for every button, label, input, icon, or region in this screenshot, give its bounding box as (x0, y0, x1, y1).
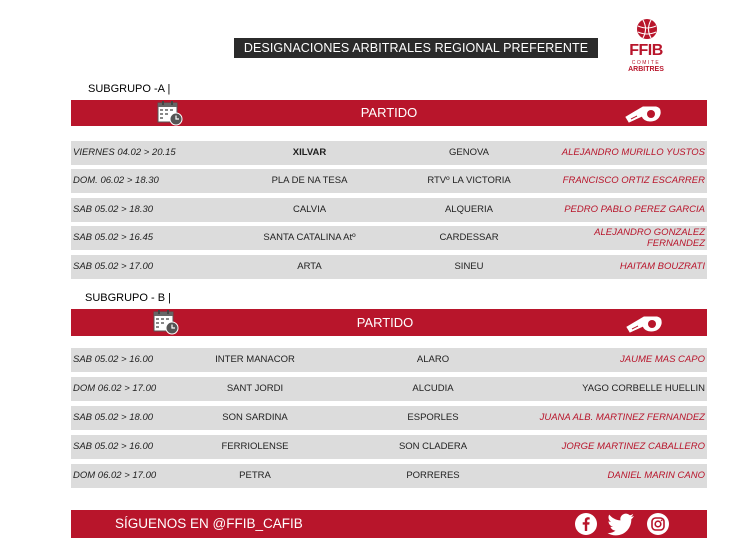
away-team: ALCUDIA (412, 383, 454, 394)
match-row (71, 141, 707, 165)
follow-text: SÍGUENOS EN @FFIB_CAFIB (115, 516, 303, 531)
home-team: PLA DE NA TESA (271, 175, 348, 186)
facebook-icon[interactable] (574, 512, 598, 536)
match-date: DOM. 06.02 > 18.30 (73, 175, 159, 186)
referee-name: FRANCISCO ORTIZ ESCARRER (562, 175, 705, 186)
instagram-icon[interactable] (646, 512, 670, 536)
whistle-icon (623, 101, 663, 125)
match-date: SAB 05.02 > 18.30 (73, 204, 154, 215)
away-team: ESPORLES (407, 412, 459, 423)
referee-name-line2: FERNANDEZ (646, 238, 705, 249)
subgroup-a-label: SUBGRUPO -A | (88, 83, 171, 95)
away-team: ALQUERIA (444, 204, 494, 215)
logo-line1: COMITE (631, 60, 661, 66)
home-team: PETRA (239, 470, 271, 481)
away-team: PORRERES (406, 470, 460, 481)
referee-name: JAUME MAS CAPO (620, 354, 705, 365)
home-team: SANT JORDI (226, 383, 284, 394)
match-row (71, 406, 707, 430)
home-team: SON SARDINA (222, 412, 288, 423)
partido-header-b: PARTIDO (356, 315, 414, 330)
home-team: SANTA CATALINA Atº (263, 232, 356, 243)
logo-line2: ARBITRES (628, 66, 664, 73)
partido-header-a: PARTIDO (360, 105, 418, 120)
match-row (71, 348, 707, 372)
match-date: DOM 06.02 > 17.00 (73, 470, 157, 481)
referee-name: HAITAM BOUZRATI (619, 261, 705, 272)
away-team: RTVº LA VICTORIA (427, 175, 511, 186)
away-team: GENOVA (449, 147, 489, 158)
away-team: SON CLADERA (398, 441, 468, 452)
page-title: DESIGNACIONES ARBITRALES REGIONAL PREFERENTE (234, 38, 598, 58)
home-team: ARTA (297, 261, 322, 272)
match-row (71, 198, 707, 222)
match-row (71, 169, 707, 193)
whistle-icon (624, 311, 664, 335)
match-row (71, 255, 707, 279)
referee-name: YAGO CORBELLE HUELLIN (582, 383, 705, 394)
logo-brand: FFIB (629, 42, 663, 59)
match-row (71, 226, 707, 250)
referee-name: ALEJANDRO MURILLO YUSTOS (561, 147, 705, 158)
match-date: SAB 05.02 > 17.00 (73, 261, 154, 272)
away-team: ALARO (416, 354, 450, 365)
referee-name-line1: ALEJANDRO GONZALEZ (594, 227, 705, 238)
footer-bar (71, 510, 707, 538)
match-date: SAB 05.02 > 18.00 (73, 412, 154, 423)
home-team: INTER MANACOR (215, 354, 295, 365)
referee-name: JORGE MARTINEZ CABALLERO (561, 441, 705, 452)
ffib-logo (624, 18, 668, 74)
subgroup-b-label: SUBGRUPO - B | (85, 292, 171, 304)
referee-name (594, 227, 705, 249)
match-row (71, 435, 707, 459)
match-date: SAB 05.02 > 16.00 (73, 441, 154, 452)
home-team: FERRIOLENSE (221, 441, 289, 452)
match-date: VIERNES 04.02 > 20.15 (73, 147, 176, 158)
match-row (71, 464, 707, 488)
match-row (71, 377, 707, 401)
home-team: XILVAR (292, 147, 327, 158)
home-team: CALVIA (292, 204, 327, 215)
match-date: SAB 05.02 > 16.00 (73, 354, 154, 365)
referee-name: PEDRO PABLO PEREZ GARCIA (564, 204, 705, 215)
basketball-logo-icon (636, 18, 658, 40)
match-date: DOM 06.02 > 17.00 (73, 383, 157, 394)
subgroup-a-header (71, 100, 707, 126)
away-team: SINEU (454, 261, 484, 272)
referee-name: DANIEL MARIN CANO (607, 470, 705, 481)
subgroup-b-header (71, 309, 707, 336)
away-team: CARDESSAR (439, 232, 499, 243)
twitter-icon[interactable] (606, 512, 636, 536)
match-date: SAB 05.02 > 16.45 (73, 232, 154, 243)
referee-name: JUANA ALB. MARTINEZ FERNANDEZ (539, 412, 705, 423)
